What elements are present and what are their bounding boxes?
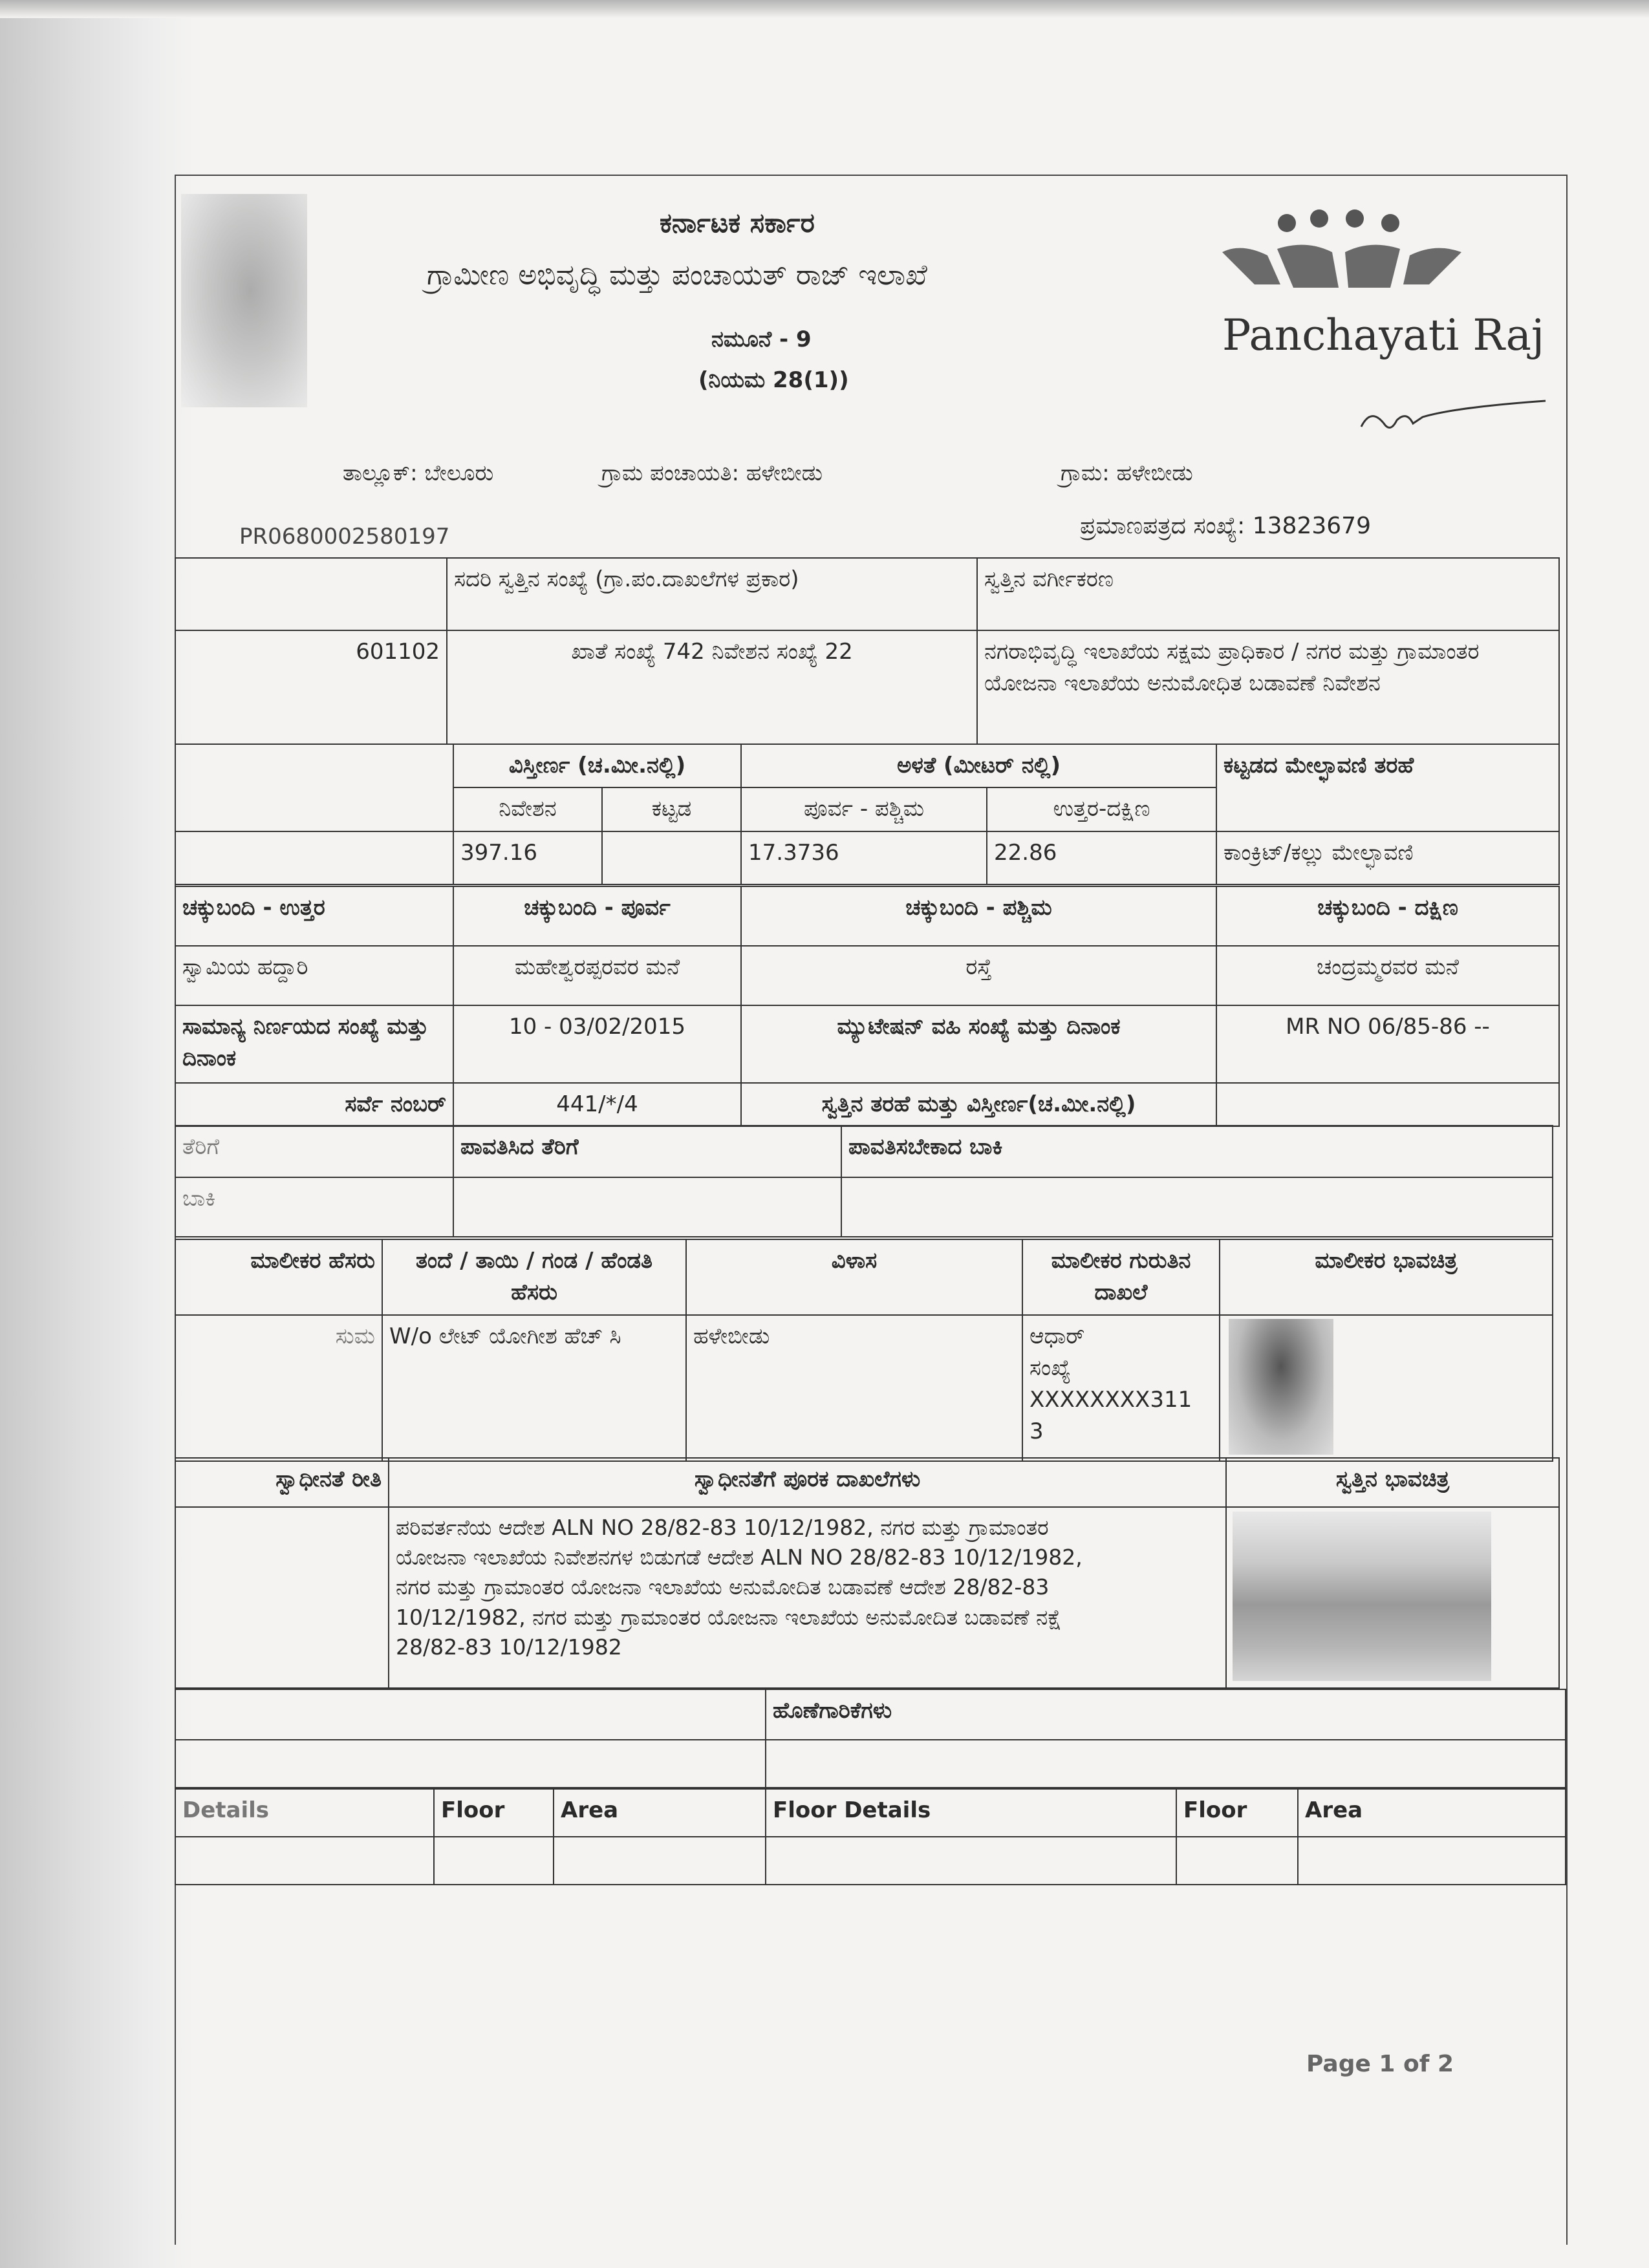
owner-id-line2: ಸಂಖ್ಯೆ: [1029, 1354, 1071, 1381]
property-code-label: [175, 558, 447, 630]
floor-value-2: [1176, 1837, 1298, 1885]
owner-relation-header: ತಂದೆ / ತಾಯಿ / ಗಂಡ / ಹೆಂಡತಿ ಹೆಸರು: [382, 1239, 686, 1315]
owner-id-header: ಮಾಲೀಕರ ಗುರುತಿನ ದಾಖಲೆ: [1022, 1239, 1220, 1315]
area-value-1: [554, 1837, 766, 1885]
owner-address-header: ವಿಳಾಸ: [686, 1239, 1022, 1315]
village: ಗ್ರಾಮ: ಹಳೇಬೀಡು: [1061, 460, 1193, 486]
acquisition-docs-line2: ಯೋಜನಾ ಇಲಾಖೆಯ ನಿವೇಶನಗಳ ಬಿಡುಗಡೆ ಆದೇಶ ALN NO 28/82-83 10/12/1982,: [396, 1545, 1083, 1570]
rule-number: (ನಿಯಮ 28(1)): [698, 367, 849, 393]
liabilities-table: [175, 1689, 1566, 1788]
owner-id-value: [1022, 1315, 1220, 1461]
measure-value-label: [175, 831, 453, 884]
logo-text: Panchayati Raj: [1222, 310, 1545, 360]
mutation-label: ಮ್ಯುಟೇಷನ್ ವಹಿ ಸಂಖ್ಯೆ ಮತ್ತು ದಿನಾಂಕ: [741, 1005, 1216, 1083]
survey-label: ಸರ್ವೆ ನಂಬರ್: [175, 1083, 453, 1126]
floor-details-value-2: [766, 1837, 1176, 1885]
tax-row2-label: ಬಾಕಿ: [175, 1177, 453, 1237]
acquisition-label: ಸ್ವಾಧೀನತೆ ರೀತಿ: [175, 1458, 389, 1507]
floor-table: [175, 1788, 1566, 1885]
boundary-table: [175, 886, 1560, 1127]
acquisition-docs: [389, 1507, 1226, 1688]
property-photo-header: ಸ್ವತ್ತಿನ ಭಾವಚಿತ್ರ: [1226, 1458, 1559, 1507]
acquisition-docs-line5: 28/82-83 10/12/1982: [396, 1634, 622, 1660]
tax-due-label: ಪಾವತಿಸಬೇಕಾದ ಬಾಕಿ: [841, 1126, 1553, 1177]
floor-details-header-2: Floor Details: [766, 1789, 1176, 1837]
owner-id-line1: ಆಧಾರ್: [1029, 1323, 1085, 1349]
gov-title: ಕರ್ನಾಟಕ ಸರ್ಕಾರ: [660, 207, 815, 239]
owner-table: [175, 1239, 1553, 1462]
boundary-west-label: ಚಕ್ಕುಬಂದಿ - ಪಶ್ಚಿಮ: [741, 886, 1216, 946]
form-number: ನಮೂನೆ - 9: [711, 326, 812, 352]
floor-header-2: Floor: [1176, 1789, 1298, 1837]
acquisition-docs-line3: ನಗರ ಮತ್ತು ಗ್ರಾಮಾಂತರ ಯೋಜನಾ ಇಲಾಖೆಯ ಅನುಮೋದಿತ ಬಡಾವಣೆ ಆದೇಶ 28/82-83: [396, 1574, 1050, 1600]
liabilities-left: [175, 1689, 766, 1740]
east-west-value: 17.3736: [741, 831, 987, 884]
panchayati-raj-logo-icon: [1216, 207, 1474, 297]
liabilities-left-value: [175, 1740, 766, 1788]
boundary-east-label: ಚಕ್ಕುಬಂದಿ - ಪೂರ್ವ: [453, 886, 741, 946]
boundary-west-value: ರಸ್ತೆ: [741, 946, 1216, 1005]
classification-header: ಸ್ವತ್ತಿನ ವರ್ಗೀಕರಣ: [977, 558, 1559, 630]
boundary-north-value: ಸ್ವಾಮಿಯ ಹದ್ದಾರಿ: [175, 946, 453, 1005]
type-area-label: ಸ್ವತ್ತಿನ ತರಹೆ ಮತ್ತು ವಿಸ್ತೀರ್ಣ(ಚ.ಮೀ.ನಲ್ಲಿ): [741, 1083, 1216, 1126]
north-south-header: ಉತ್ತರ-ದಕ್ಷಿಣ: [987, 787, 1216, 831]
property-table: [175, 557, 1560, 745]
taluk: ತಾಲ್ಲೂಕ್: ಬೇಲೂರು: [343, 460, 494, 486]
property-code: 601102: [175, 630, 447, 744]
owner-name-header: ಮಾಲೀಕರ ಹೆಸರು: [175, 1239, 382, 1315]
liabilities-value: [766, 1740, 1566, 1788]
tax-paid-value: [453, 1177, 841, 1237]
state-emblem: [181, 194, 307, 407]
floor-details-header-1: Details: [175, 1789, 434, 1837]
measure-label: [175, 744, 453, 831]
liabilities-header: ಹೊಣೆಗಾರಿಕೆಗಳು: [766, 1689, 1566, 1740]
floor-header-1: Floor: [434, 1789, 554, 1837]
acquisition-docs-header: ಸ್ವಾಧೀನತೆಗೆ ಪೂರಕ ದಾಖಲೆಗಳು: [389, 1458, 1226, 1507]
certificate-number: ಪ್ರಮಾಣಪತ್ರದ ಸಂಖ್ಯೆ: 13823679: [1080, 513, 1371, 539]
owner-relation-value: W/o ಲೇಟ್ ಯೋಗೀಶ ಹೆಚ್ ಸಿ: [382, 1315, 686, 1461]
tax-table: [175, 1125, 1553, 1237]
survey-value: 441/*/4: [453, 1083, 741, 1126]
roof-header: ಕಟ್ಟಡದ ಮೇಲ್ಛಾವಣಿ ತರಹೆ: [1216, 744, 1559, 831]
property-photo: [1233, 1512, 1491, 1681]
building-header: ಕಟ್ಟಡ: [602, 787, 741, 831]
tax-due-value: [841, 1177, 1553, 1237]
owner-address-value: ಹಳೇಬೀಡು: [686, 1315, 1022, 1461]
boundary-north-label: ಚಕ್ಕುಬಂದಿ - ಉತ್ತರ: [175, 886, 453, 946]
boundary-south-value: ಚಂದ್ರಮ್ಮರವರ ಮನೆ: [1216, 946, 1559, 1005]
tax-paid-label: ಪಾವತಿಸಿದ ತೆರಿಗೆ: [453, 1126, 841, 1177]
scan-edge-shadow: [0, 0, 194, 2268]
classification-value: ನಗರಾಭಿವೃದ್ಧಿ ಇಲಾಖೆಯ ಸಕ್ಷಮ ಪ್ರಾಧಿಕಾರ / ನಗರ ಮತ್ತು ಗ್ರಾಮಾಂತರ ಯೋಜನಾ ಇಲಾಖೆಯ ಅನುಮೋಧಿತ ಬಡಾವಣೆ ನಿವೇಶನ: [977, 630, 1559, 744]
area-header-1: Area: [554, 1789, 766, 1837]
floor-value-1: [434, 1837, 554, 1885]
boundary-east-value: ಮಹೇಶ್ವರಪ್ಪರವರ ಮನೆ: [453, 946, 741, 1005]
tax-label: ತೆರಿಗೆ: [175, 1126, 453, 1177]
area-header-2: Area: [1298, 1789, 1566, 1837]
owner-id-line4: 3: [1029, 1418, 1044, 1445]
east-west-header: ಪೂರ್ವ - ಪಶ್ಚಿಮ: [741, 787, 987, 831]
floor-details-value-1: [175, 1837, 434, 1885]
site-value: 397.16: [453, 831, 602, 884]
measurement-table: [175, 744, 1560, 885]
sadari-value: ಖಾತೆ ಸಂಖ್ಯೆ 742 ನಿವೇಶನ ಸಂಖ್ಯೆ 22: [447, 630, 977, 744]
page-number: Page 1 of 2: [1306, 2051, 1454, 2077]
acquisition-docs-line1: ಪರಿವರ್ತನೆಯ ಆದೇಶ ALN NO 28/82-83 10/12/1982, ನಗರ ಮತ್ತು ಗ್ರಾಮಾಂತರ: [396, 1515, 1049, 1540]
owner-photo: [1229, 1319, 1333, 1455]
area-header: ವಿಸ್ತೀರ್ಣ (ಚ.ಮೀ.ನಲ್ಲಿ): [453, 744, 741, 787]
dimension-header: ಅಳತೆ (ಮೀಟರ್ ನಲ್ಲಿ): [741, 744, 1216, 787]
owner-name-value: ಸುಮ: [175, 1315, 382, 1461]
acquisition-docs-line4: 10/12/1982, ನಗರ ಮತ್ತು ಗ್ರಾಮಾಂತರ ಯೋಜನಾ ಇಲಾಖೆಯ ಅನುಮೋದಿತ ಬಡಾವಣೆ ನಕ್ಷೆ: [396, 1604, 1062, 1630]
resolution-value: 10 - 03/02/2015: [453, 1005, 741, 1083]
signature: [1358, 388, 1552, 440]
resolution-label: ಸಾಮಾನ್ಯ ನಿರ್ಣಯದ ಸಂಖ್ಯೆ ಮತ್ತು ದಿನಾಂಕ: [175, 1005, 453, 1083]
property-id: PR0680002580197: [239, 524, 450, 550]
type-area-value: [1216, 1083, 1559, 1126]
acquisition-value: [175, 1507, 389, 1688]
scan-top-edge: [0, 0, 1649, 18]
area-value-2: [1298, 1837, 1566, 1885]
mutation-value: MR NO 06/85-86 --: [1216, 1005, 1559, 1083]
roof-value: ಕಾಂಕ್ರಿಟ್/ಕಲ್ಲು ಮೇಲ್ಛಾವಣಿ: [1216, 831, 1559, 884]
sadari-header: ಸದರಿ ಸ್ವತ್ತಿನ ಸಂಖ್ಯೆ (ಗ್ರಾ.ಪಂ.ದಾಖಲೆಗಳ ಪ್ರಕಾರ): [447, 558, 977, 630]
gram-panchayat: ಗ್ರಾಮ ಪಂಚಾಯತಿ: ಹಳೇಬೀಡು: [601, 460, 823, 486]
dept-title: ಗ್ರಾಮೀಣ ಅಭಿವೃದ್ಧಿ ಮತ್ತು ಪಂಚಾಯತ್ ರಾಜ್ ಇಲಾಖೆ: [427, 259, 927, 292]
building-value: [602, 831, 741, 884]
site-header: ನಿವೇಶನ: [453, 787, 602, 831]
boundary-south-label: ಚಕ್ಕುಬಂದಿ - ದಕ್ಷಿಣ: [1216, 886, 1559, 946]
owner-photo-header: ಮಾಲೀಕರ ಭಾವಚಿತ್ರ: [1220, 1239, 1553, 1315]
north-south-value: 22.86: [987, 831, 1216, 884]
owner-id-line3: XXXXXXXX311: [1029, 1387, 1192, 1413]
